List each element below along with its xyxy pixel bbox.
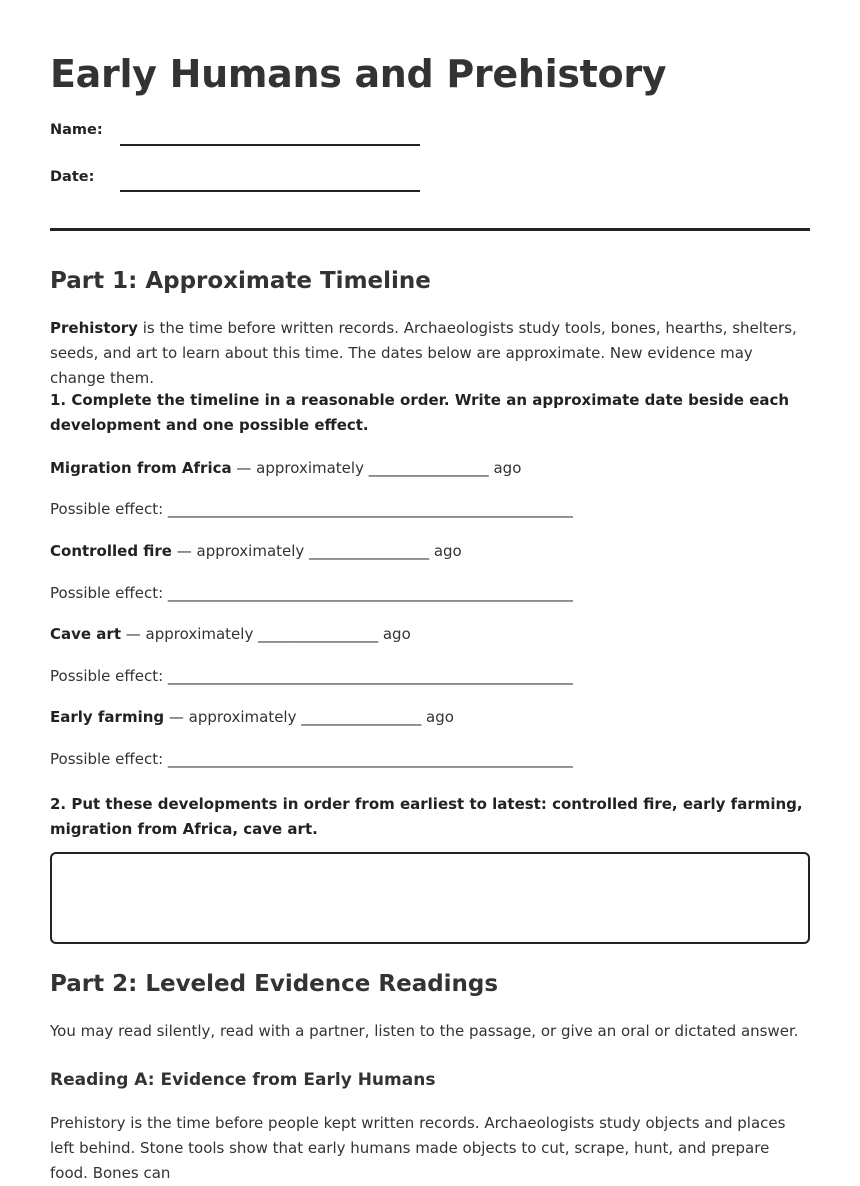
name-label: Name: <box>50 122 103 138</box>
timeline-effect-fire[interactable]: Possible effect: ______________________________________________________ <box>50 584 573 602</box>
timeline-item-migration[interactable] <box>50 457 521 479</box>
reading-a-heading: Reading A: Evidence from Early Humans <box>50 1070 436 1090</box>
timeline-item-name: Early farming <box>50 708 165 726</box>
timeline-effect-cave-art[interactable]: Possible effect: ______________________________________________________ <box>50 667 573 685</box>
timeline-item-name: Migration from Africa <box>50 459 232 477</box>
date-label: Date: <box>50 169 95 185</box>
reading-a-text: Prehistory is the time before people kept written records. Archaeologists study objects and places left behind. Stone tools show that early humans made objects to cut, scrape, hunt, and prepare food. Bones can <box>50 1114 786 1182</box>
name-field[interactable] <box>120 144 420 146</box>
timeline-item-date-blank: — approximately ________________ ago <box>164 708 454 726</box>
question-2: 2. Put these developments in order from earliest to latest: controlled fire, early farming, migration from Africa, cave art. <box>50 795 803 838</box>
timeline-effect-farming[interactable]: Possible effect: ______________________________________________________ <box>50 750 573 768</box>
part1-intro <box>50 316 810 391</box>
part1-heading: Part 1: Approximate Timeline <box>50 268 431 294</box>
page-title: Early Humans and Prehistory <box>50 52 667 96</box>
timeline-item-date-blank: — approximately ________________ ago <box>121 625 411 643</box>
timeline-item-fire[interactable] <box>50 540 462 562</box>
timeline-item-cave-art[interactable] <box>50 623 411 645</box>
prehistory-term: Prehistory <box>50 319 138 337</box>
timeline-item-name: Cave art <box>50 625 121 643</box>
part2-intro: You may read silently, read with a partner, listen to the passage, or give an oral or dictated answer. <box>50 1022 799 1040</box>
header-divider <box>50 228 810 231</box>
date-field[interactable] <box>120 190 420 192</box>
question-1: 1. Complete the timeline in a reasonable order. Write an approximate date beside each development and one possible effect. <box>50 391 790 434</box>
timeline-item-farming[interactable] <box>50 706 454 728</box>
part2-heading: Part 2: Leveled Evidence Readings <box>50 971 499 997</box>
question-2-answer-box[interactable] <box>50 852 810 944</box>
part1-intro-text: is the time before written records. Archaeologists study tools, bones, hearths, shelters, seeds, and art to learn about this time. The dates below are approximate. New evidence may change them. <box>50 319 797 387</box>
timeline-item-name: Controlled fire <box>50 542 172 560</box>
timeline-item-date-blank: — approximately ________________ ago <box>231 459 522 477</box>
timeline-effect-migration[interactable]: Possible effect: ______________________________________________________ <box>50 500 573 518</box>
timeline-item-date-blank: — approximately ________________ ago <box>171 542 462 560</box>
